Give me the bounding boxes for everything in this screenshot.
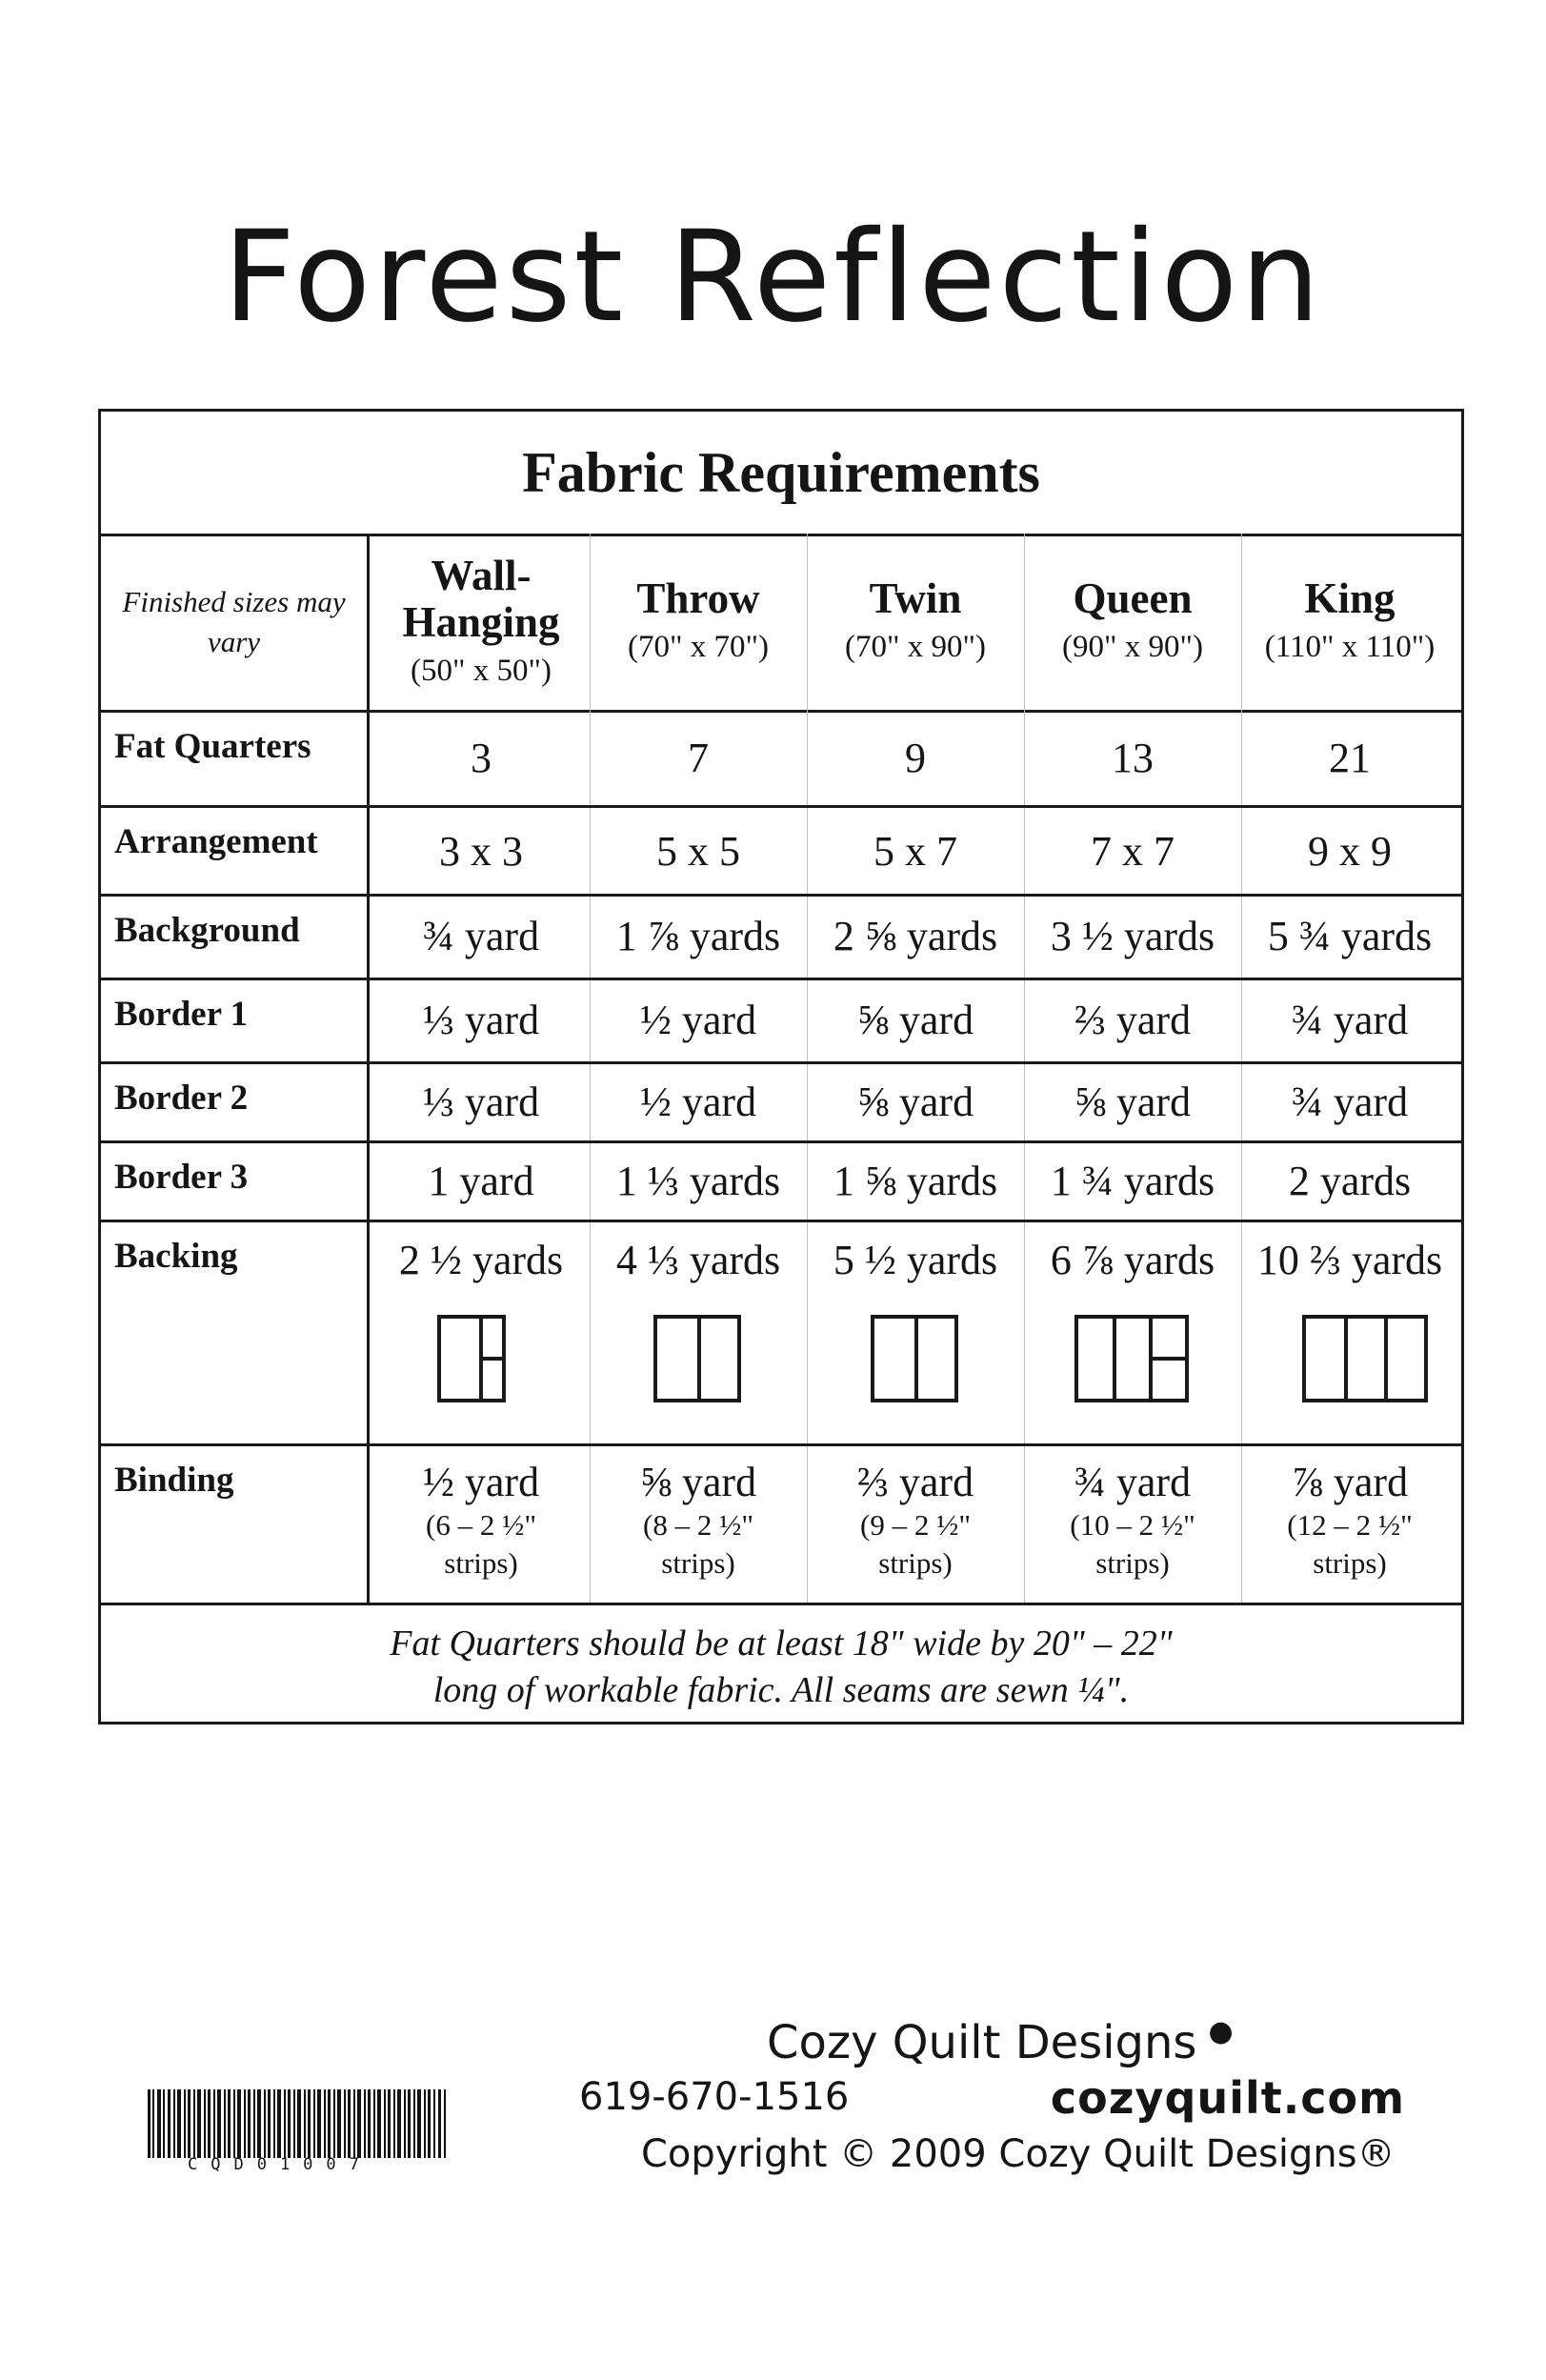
binding-cell (1024, 1458, 1241, 1583)
barcode (148, 2089, 452, 2166)
copyright-notice: Copyright © 2009 Cozy Quilt Designs® (641, 2132, 1395, 2176)
binding-strips: strips) (1095, 1546, 1170, 1581)
row-border-1 (101, 980, 1461, 1064)
cell-value: ⅝ yard (639, 1459, 757, 1505)
size-dims: (70" x 90") (845, 629, 986, 664)
size-name: Queen (1073, 575, 1193, 623)
backing-diagram-throw (653, 1315, 741, 1402)
cell-value: 2 yards (1288, 1158, 1412, 1204)
row-label: Border 1 (101, 980, 370, 1061)
cell-value: 5 x 5 (656, 828, 740, 875)
phone-number: 619-670-1516 (579, 2075, 850, 2119)
cell-value: 2 ⅝ yards (833, 913, 998, 959)
fabric-requirements-table (98, 409, 1464, 1724)
cell-value: ⅔ yard (1074, 997, 1192, 1043)
cell-value: ½ yard (639, 997, 757, 1043)
size-name: Twin (869, 575, 962, 623)
finished-sizes-note: Finished sizes may vary (101, 534, 370, 710)
table-heading: Fabric Requirements (101, 412, 1461, 536)
row-label: Background (101, 897, 370, 978)
row-background (101, 897, 1461, 980)
row-label: Fat Quarters (101, 713, 370, 805)
size-header-queen (1024, 534, 1241, 710)
binding-strips: strips) (444, 1546, 518, 1581)
company-name (767, 2015, 1234, 2069)
cell-value: ⅝ yard (856, 1079, 974, 1125)
size-header-twin (807, 534, 1024, 710)
backing-diagram-king (1302, 1315, 1428, 1402)
binding-cell (590, 1458, 807, 1583)
cell-value: ¾ yard (1291, 1079, 1409, 1125)
size-header-throw (590, 534, 807, 710)
footnote-line: long of workable fabric. All seams are sewn ¼". (432, 1670, 1130, 1711)
cell-value: ⅓ yard (422, 997, 540, 1043)
row-label: Border 3 (101, 1143, 370, 1220)
row-label: Binding (101, 1446, 370, 1603)
cell-value: 21 (1329, 735, 1371, 781)
footnote-line: Fat Quarters should be at least 18" wide by 20" – 22" (390, 1624, 1173, 1664)
row-border-2 (101, 1064, 1461, 1143)
binding-cell (1241, 1458, 1458, 1583)
row-binding (101, 1446, 1461, 1605)
row-fat-quarters (101, 713, 1461, 808)
binding-strips: (8 – 2 ½" (643, 1508, 753, 1542)
website-link[interactable]: cozyquilt.com (1050, 2072, 1405, 2124)
cell-value: ⅞ yard (1291, 1459, 1409, 1505)
backing-diagram-queen (1074, 1315, 1189, 1402)
size-dims: (50" x 50") (411, 653, 552, 688)
cell-value: 1 yard (428, 1158, 534, 1204)
cell-value: 7 (688, 735, 709, 781)
binding-cell (807, 1458, 1024, 1583)
size-dims: (70" x 70") (628, 629, 769, 664)
cell-value: 10 ⅔ yards (1256, 1237, 1443, 1283)
cell-value: ¾ yard (1291, 997, 1409, 1043)
size-header-king (1241, 534, 1458, 710)
company-name-text: Cozy Quilt Designs (767, 2016, 1197, 2069)
row-border-3 (101, 1143, 1461, 1222)
cell-value: ⅔ yard (856, 1459, 974, 1505)
binding-strips: (6 – 2 ½" (426, 1508, 536, 1542)
size-name: Wall-Hanging (402, 551, 560, 647)
size-header-row (101, 534, 1461, 713)
binding-strips: (9 – 2 ½" (860, 1508, 971, 1542)
cell-value: ⅝ yard (1074, 1079, 1192, 1125)
barcode-number: CQD01007 (188, 2155, 372, 2174)
backing-diagram-wall-hanging (437, 1315, 506, 1402)
backing-diagram-twin (871, 1315, 958, 1402)
cell-value: ¾ yard (1074, 1459, 1192, 1505)
binding-strips: (12 – 2 ½" (1287, 1508, 1413, 1542)
cell-value: 5 ½ yards (833, 1237, 998, 1283)
cell-value: 13 (1112, 735, 1154, 781)
cell-value: 5 x 7 (873, 828, 957, 875)
pattern-title: Forest Reflection (223, 204, 1323, 351)
cell-value: ½ yard (639, 1079, 757, 1125)
row-backing (101, 1222, 1461, 1446)
size-name: Throw (636, 575, 760, 623)
cell-value: ⅓ yard (422, 1079, 540, 1125)
cell-value: 5 ¾ yards (1267, 913, 1433, 959)
cell-value: 3 ½ yards (1050, 913, 1215, 959)
table-footnote (101, 1605, 1461, 1722)
row-label: Border 2 (101, 1064, 370, 1140)
binding-strips: (10 – 2 ½" (1070, 1508, 1195, 1542)
binding-strips: strips) (878, 1546, 953, 1581)
size-header-wall-hanging (372, 534, 590, 710)
cell-value: ¾ yard (422, 913, 540, 959)
binding-cell (372, 1458, 590, 1583)
cell-value: 6 ⅞ yards (1050, 1237, 1215, 1283)
bullet-icon: ● (1208, 2015, 1234, 2048)
cell-value: 1 ⅞ yards (615, 913, 781, 959)
binding-strips: strips) (1313, 1546, 1387, 1581)
cell-value: 4 ⅓ yards (615, 1237, 781, 1283)
cell-value: 9 (905, 735, 926, 781)
cell-value: 1 ⅓ yards (615, 1158, 781, 1204)
cell-value: 1 ⅝ yards (833, 1158, 998, 1204)
cell-value: ½ yard (422, 1459, 540, 1505)
cell-value: 9 x 9 (1308, 828, 1392, 875)
cell-value: ⅝ yard (856, 997, 974, 1043)
binding-strips: strips) (661, 1546, 735, 1581)
row-label: Backing (101, 1222, 370, 1443)
row-arrangement (101, 808, 1461, 897)
cell-value: 3 (471, 735, 492, 781)
cell-value: 2 ½ yards (398, 1237, 564, 1283)
size-dims: (90" x 90") (1062, 629, 1203, 664)
cell-value: 3 x 3 (439, 828, 523, 875)
row-label: Arrangement (101, 808, 370, 894)
size-name: King (1304, 575, 1395, 623)
cell-value: 1 ¾ yards (1050, 1158, 1215, 1204)
cell-value: 7 x 7 (1091, 828, 1175, 875)
size-dims: (110" x 110") (1264, 629, 1436, 664)
